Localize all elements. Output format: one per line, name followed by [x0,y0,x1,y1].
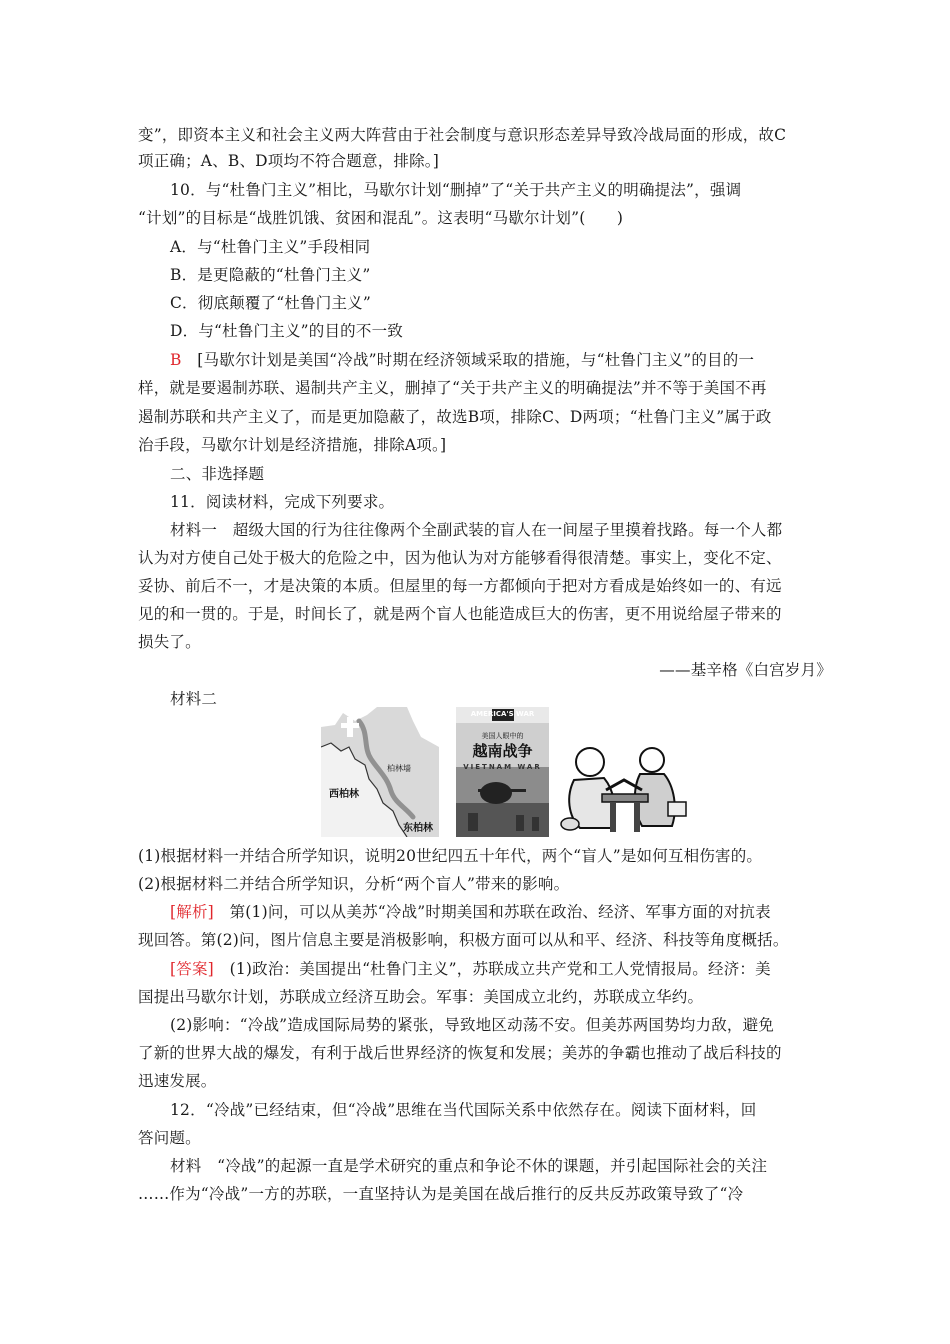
question-12-material-line: ……作为“冷战”一方的苏联，一直坚持认为是美国在战后推行的反共反苏政策导致了“冷 [138,1185,744,1203]
text-line: 项正确；A、B、D项均不符合题意，排除。] [138,152,440,170]
section-heading: 二、非选择题 [170,465,265,483]
material-1: 材料一 超级大国的行为往往像两个全副武装的盲人在一间屋子里摸着找路。每一个人都 [170,521,783,539]
answer-line: (2)影响：“冷战”造成国际局势的紧张，导致地区动荡不安。但美苏两国势均力敌，避免 [170,1016,775,1034]
book-top-label: AMERICA'S WAR [470,710,535,718]
question-12-stem: 12．“冷战”已经结束，但“冷战”思维在当代国际关系中依然存在。阅读下面材料，回 [170,1101,757,1119]
material-source: ——基辛格《白宫岁月》 [659,661,832,679]
answer-text: (1)政治：美国提出“杜鲁门主义”，苏联成立共产党和工人党情报局。经济：美 [213,960,771,978]
answer-line: 迅速发展。 [138,1072,217,1090]
material-1-line: 损失了。 [138,633,201,651]
question-10-stem: 10．与“杜鲁门主义”相比，马歇尔计划“删掉”了“关于共产主义的明确提法”，强调 [170,181,742,199]
map-label-wall: 柏林墙 [387,764,411,773]
analysis-text: 第(1)问，可以从美苏“冷战”时期美国和苏联在政治、经济、军事方面的对抗表 [213,903,771,921]
material-2-label: 材料二 [170,690,218,708]
answer-explanation [170,350,838,370]
answer-letter: B [170,351,182,369]
arm-wrestling-cartoon-image [560,740,688,837]
option-c: C．彻底颠覆了“杜鲁门主义” [170,294,372,312]
text-line: 变”，即资本主义和社会主义两大阵营由于社会制度与意识形态差异导致冷战局面的形成，故C [138,126,787,144]
analysis-line: 现回答。第(2)问，图片信息主要是消极影响，积极方面可以从和平、经济、科技等角度概括。 [138,931,789,949]
vietnam-war-book-image [456,707,549,837]
material-1-line: 妥协、前后不一，才是决策的本质。但屋里的每一方都倾向于把对方看成是始终如一的、有远 [138,577,782,595]
analysis-tag: [解析] [170,903,214,921]
explanation-line: 遏制苏联和共产主义了，而是更加隐蔽了，故选B项，排除C、D两项；“杜鲁门主义”属于政 [138,408,772,426]
answer-line: 了新的世界大战的爆发，有利于战后世界经济的恢复和发展；美苏的争霸也推动了战后科技的 [138,1044,782,1062]
material-1-line: 认为对方使自己处于极大的危险之中，因为他认为对方能够看得很清楚。事实上，变化不定、 [138,549,782,567]
answer-paragraph [170,959,838,979]
explanation-line: 治手段，马歇尔计划是经济措施，排除A项。] [138,436,447,454]
map-label-west-berlin: 西柏林 [329,789,359,800]
answer-tag: [答案] [170,960,214,978]
berlin-map-image [321,707,439,837]
book-subtitle: 美国人眼中的 [481,732,524,740]
map-label-east-berlin: 东柏林 [403,823,433,834]
book-english-title: VIETNAM WAR [463,763,542,771]
answer-line: 国提出马歇尔计划，苏联成立经济互助会。军事：美国成立北约，苏联成立华约。 [138,988,704,1006]
material-1-line: 见的和一贯的。于是，时间长了，就是两个盲人也能造成巨大的伤害，更不用说给屋子带来的 [138,605,782,623]
option-b: B．是更隐蔽的“杜鲁门主义” [170,266,371,284]
question-12-material: 材料 “冷战”的起源一直是学术研究的重点和争论不休的课题，并引起国际社会的关注 [170,1157,768,1175]
analysis-paragraph [170,902,838,922]
question-12-stem-cont: 答问题。 [138,1129,201,1147]
explanation-text: [马歇尔计划是美国“冷战”时期在经济领域采取的措施，与“杜鲁门主义”的目的一 [197,351,755,369]
explanation-line: 样，就是要遏制苏联、遏制共产主义，删掉了“关于共产主义的明确提法”并不等于美国不再 [138,379,767,397]
option-d: D．与“杜鲁门主义”的目的不一致 [170,322,403,340]
question-10-stem-cont: “计划”的目标是“战胜饥饿、贫困和混乱”。这表明“马歇尔计划”( ) [138,209,624,227]
option-a: A．与“杜鲁门主义”手段相同 [170,238,371,256]
question-11-stem: 11．阅读材料，完成下列要求。 [170,493,395,511]
sub-question-1: (1)根据材料一并结合所学知识，说明20世纪四五十年代，两个“盲人”是如何互相伤害的。 [138,847,763,865]
book-title: 越南战争 [472,742,533,760]
sub-question-2: (2)根据材料二并结合所学知识，分析“两个盲人”带来的影响。 [138,875,570,893]
